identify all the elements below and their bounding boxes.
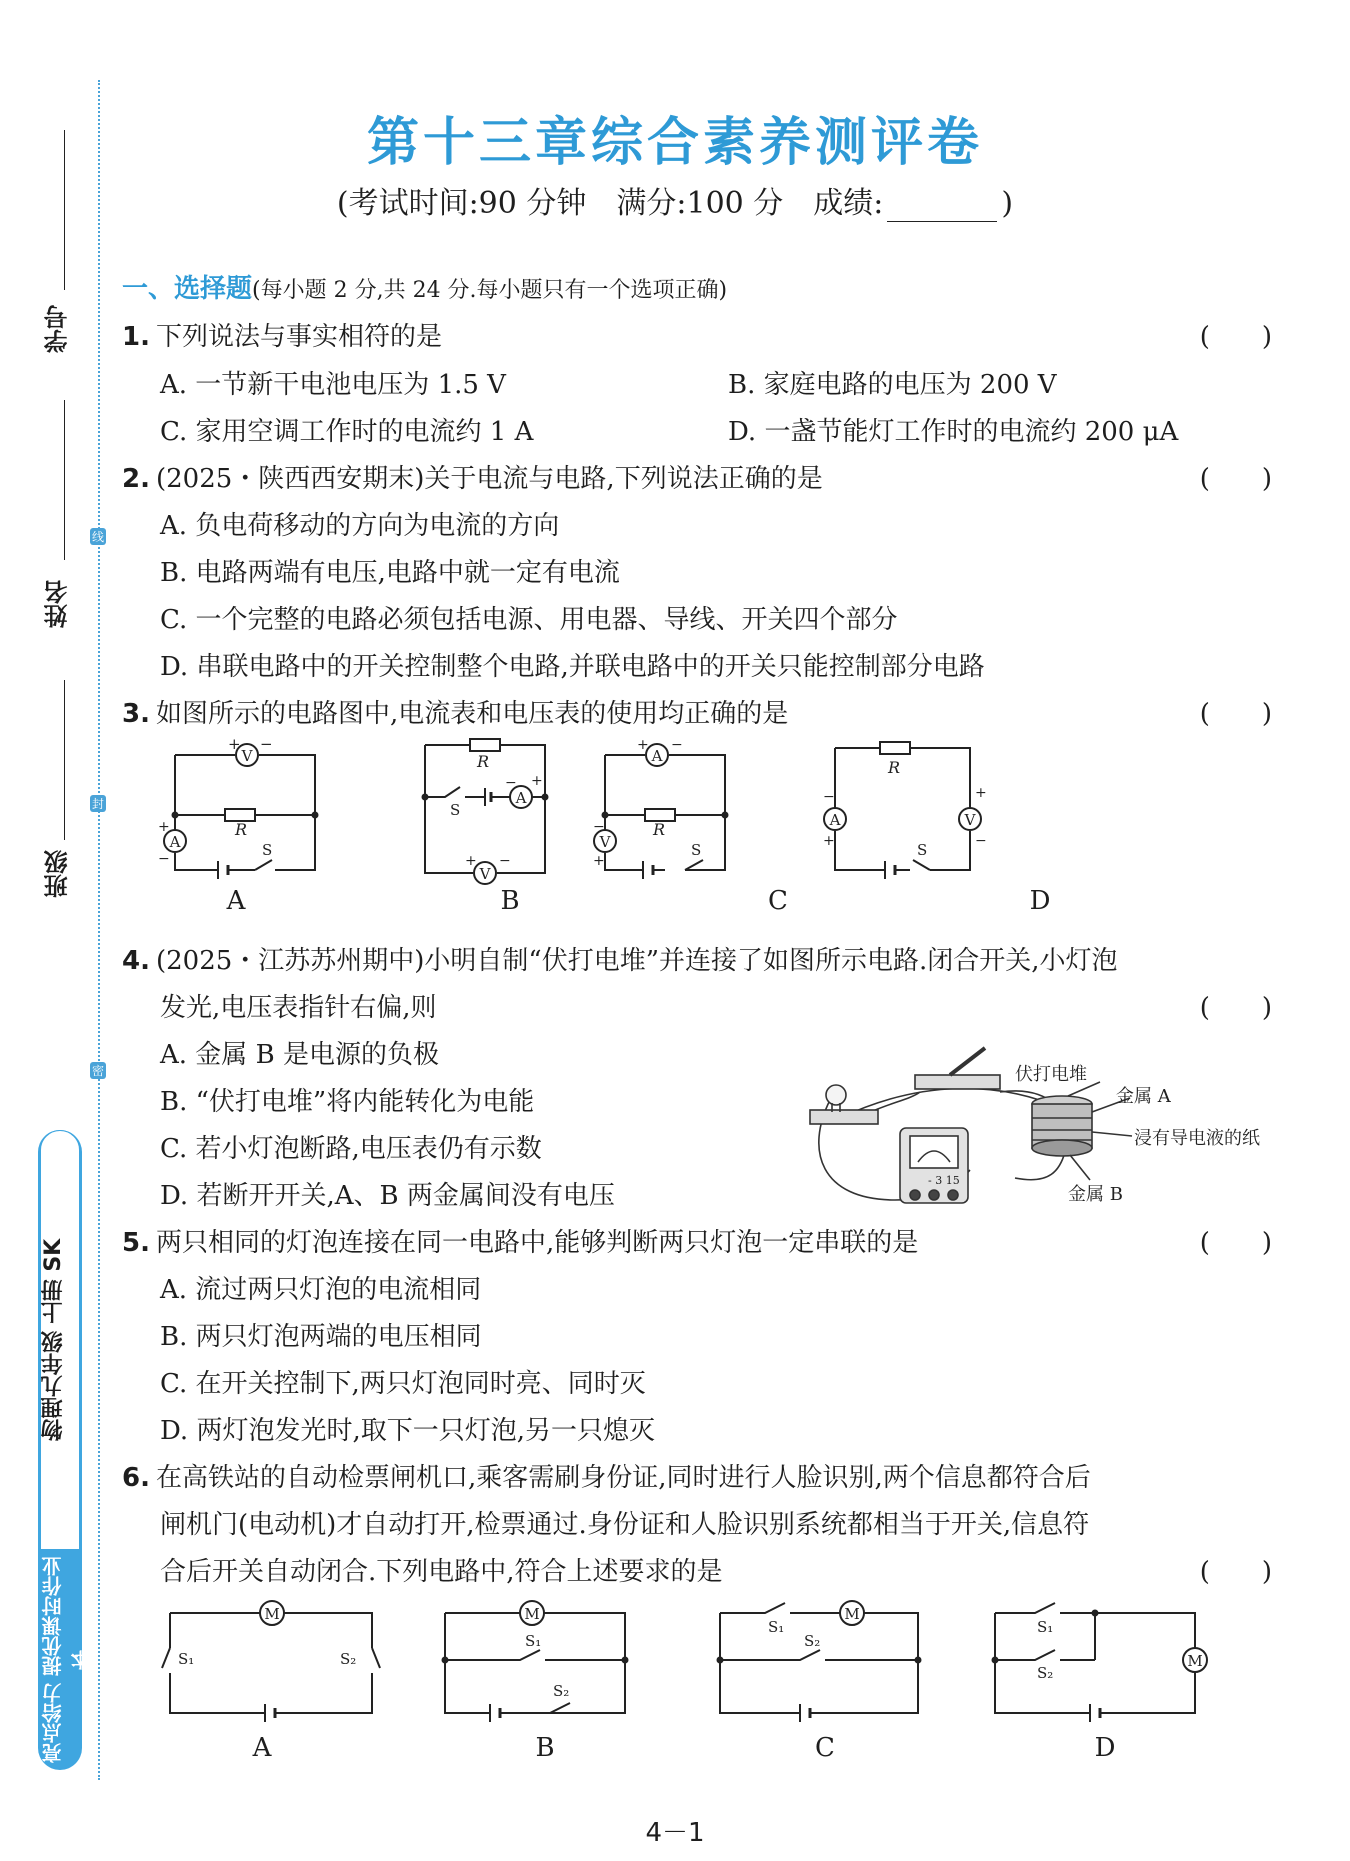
svg-text:M: M	[844, 1605, 860, 1623]
svg-text:−: −	[593, 819, 605, 835]
section-heading: 一、选择题(每小题 2 分,共 24 分.每小题只有一个选项正确)	[122, 274, 728, 304]
class-label: 班级	[44, 850, 72, 898]
q6-stem-line3: 合后开关自动闭合.下列电路中,符合上述要求的是	[160, 1557, 723, 1587]
q3-answer-paren[interactable]: ( )	[1199, 699, 1272, 729]
svg-text:−: −	[823, 789, 835, 805]
svg-text:+: +	[823, 833, 835, 849]
brand-label: 亮点给力 提优课时作业本	[41, 1556, 94, 1764]
svg-text:+: +	[158, 819, 170, 835]
svg-text:M: M	[524, 1605, 540, 1623]
svg-text:+: +	[228, 735, 241, 753]
q3-caption-d: D	[1029, 886, 1051, 916]
switch-s1	[162, 1648, 170, 1668]
q6-circuit-a	[162, 1601, 380, 1722]
q3-caption-b: B	[500, 886, 520, 916]
q4-stem-line2: 发光,电压表指针右偏,则	[160, 993, 437, 1023]
svg-text:R: R	[653, 820, 666, 839]
q6-stem-line2: 闸机门(电动机)才自动打开,检票通过.身份证和人脸识别系统都相当于开关,信息符	[160, 1510, 1090, 1540]
switch-symbol	[255, 860, 272, 870]
seal-tag-line: 线	[91, 530, 104, 544]
svg-text:S: S	[262, 841, 273, 859]
q4-answer-paren[interactable]: ( )	[1199, 993, 1272, 1023]
switch-base	[915, 1075, 1000, 1089]
q5-option-a: A. 流过两只灯泡的电流相同	[160, 1275, 482, 1305]
page-title: 第十三章综合素养测评卷	[366, 112, 983, 173]
exam-info: (考试时间:90 分钟 满分:100 分 成绩: )	[336, 186, 1014, 221]
svg-text:S₂: S₂	[804, 1632, 821, 1650]
svg-text:A: A	[515, 789, 527, 807]
q3-circuit-c	[593, 737, 728, 879]
svg-text:−: −	[158, 851, 170, 867]
q1-option-a: A. 一节新干电池电压为 1.5 V	[160, 370, 506, 400]
q1-answer-paren[interactable]: ( )	[1199, 322, 1272, 352]
page-number: 4－1	[645, 1818, 705, 1848]
q5-option-d: D. 两灯泡发光时,取下一只灯泡,另一只熄灭	[160, 1416, 655, 1446]
q1-stem: 1. 下列说法与事实相符的是	[122, 322, 442, 352]
switch-s2	[372, 1648, 380, 1668]
svg-text:A: A	[169, 833, 181, 851]
svg-text:S: S	[691, 841, 702, 859]
svg-text:R: R	[477, 752, 490, 771]
student-no-label: 学号	[44, 305, 72, 353]
svg-text:V: V	[479, 865, 491, 883]
seal-tag-secret: 密	[91, 1064, 104, 1078]
svg-text:金属 B: 金属 B	[1068, 1184, 1123, 1205]
score-blank[interactable]	[887, 195, 997, 222]
svg-text:浸有导电液的纸: 浸有导电液的纸	[1134, 1128, 1260, 1149]
resistor-symbol	[470, 739, 500, 751]
svg-text:−: −	[505, 775, 517, 791]
seal-tag-seal: 封	[91, 797, 104, 811]
svg-text:A: A	[651, 747, 663, 765]
svg-text:+: +	[637, 737, 649, 753]
svg-text:+: +	[593, 853, 605, 869]
q2-stem: 2. (2025・陕西西安期末)关于电流与电路,下列说法正确的是	[122, 464, 823, 494]
svg-text:- 3 15: - 3 15	[928, 1174, 960, 1187]
svg-text:S₂: S₂	[1037, 1664, 1054, 1682]
q6-caption-a: A	[252, 1733, 272, 1763]
q5-answer-paren[interactable]: ( )	[1199, 1228, 1272, 1258]
q6-circuit-d	[993, 1603, 1208, 1722]
svg-text:S: S	[917, 841, 928, 859]
q4-option-d: D. 若断开开关,A、B 两金属间没有电压	[160, 1181, 615, 1211]
q4-stem-line1: 4. (2025・江苏苏州期中)小明自制“伏打电堆”并连接了如图所示电路.闭合开关,小灯泡	[122, 946, 1118, 976]
svg-text:S₁: S₁	[768, 1618, 785, 1636]
book-label: 物理九年级 上册 SK	[41, 1238, 66, 1442]
svg-text:S₁: S₁	[178, 1650, 195, 1668]
svg-text:S₁: S₁	[525, 1632, 542, 1650]
class-line	[64, 680, 65, 840]
q2-option-b: B. 电路两端有电压,电路中就一定有电流	[160, 558, 620, 588]
svg-text:伏打电堆: 伏打电堆	[1015, 1064, 1087, 1085]
q6-circuit-figures	[160, 1598, 1220, 1758]
name-line	[64, 400, 65, 560]
svg-text:R: R	[235, 820, 248, 839]
q6-answer-paren[interactable]: ( )	[1199, 1557, 1272, 1587]
bulb-icon	[826, 1085, 846, 1105]
svg-text:−: −	[499, 853, 511, 869]
svg-text:+: +	[465, 853, 477, 869]
resistor-symbol	[880, 742, 910, 754]
q3-caption-c: C	[768, 886, 788, 916]
q4-option-c: C. 若小灯泡断路,电压表仍有示数	[160, 1134, 542, 1164]
q5-option-c: C. 在开关控制下,两只灯泡同时亮、同时灭	[160, 1369, 646, 1399]
q6-caption-c: C	[815, 1733, 835, 1763]
q5-stem: 5. 两只相同的灯泡连接在同一电路中,能够判断两只灯泡一定串联的是	[122, 1228, 919, 1258]
svg-text:A: A	[829, 811, 841, 829]
q2-answer-paren[interactable]: ( )	[1199, 464, 1272, 494]
svg-text:−: −	[671, 737, 683, 753]
q3-circuit-b	[423, 739, 548, 884]
svg-text:S₂: S₂	[340, 1650, 357, 1668]
svg-text:R: R	[888, 758, 901, 777]
q6-circuit-b	[443, 1601, 628, 1722]
q2-option-a: A. 负电荷移动的方向为电流的方向	[160, 511, 560, 541]
q4-option-a: A. 金属 B 是电源的负极	[160, 1040, 439, 1070]
q1-option-d: D. 一盏节能灯工作时的电流约 200 μA	[728, 417, 1179, 447]
q4-option-b: B. “伏打电堆”将内能转化为电能	[160, 1087, 535, 1117]
svg-text:M: M	[1187, 1652, 1203, 1670]
q3-caption-a: A	[226, 886, 246, 916]
name-label: 姓名	[44, 580, 72, 628]
q6-caption-b: B	[535, 1733, 555, 1763]
q3-circuit-d	[823, 742, 987, 879]
q2-option-c: C. 一个完整的电路必须包括电源、用电器、导线、开关四个部分	[160, 605, 898, 635]
svg-text:V: V	[241, 747, 253, 765]
q6-stem-line1: 6. 在高铁站的自动检票闸机口,乘客需刷身份证,同时进行人脸识别,两个信息都符合后	[122, 1463, 1091, 1493]
svg-text:−: −	[260, 735, 273, 753]
lamp-base	[810, 1110, 878, 1124]
q6-circuit-c	[718, 1601, 921, 1722]
svg-text:S₂: S₂	[553, 1682, 570, 1700]
q3-stem: 3. 如图所示的电路图中,电流表和电压表的使用均正确的是	[122, 699, 789, 729]
svg-text:−: −	[975, 833, 987, 849]
q5-option-b: B. 两只灯泡两端的电压相同	[160, 1322, 482, 1352]
q3-circuit-a	[158, 735, 318, 879]
svg-text:S₁: S₁	[1037, 1618, 1054, 1636]
svg-text:金属 A: 金属 A	[1116, 1086, 1171, 1107]
svg-text:+: +	[975, 785, 987, 801]
q2-option-d: D. 串联电路中的开关控制整个电路,并联电路中的开关只能控制部分电路	[160, 652, 985, 682]
q4-voltaic-pile-figure	[800, 1040, 1290, 1210]
svg-text:S: S	[450, 801, 461, 819]
switch-lever	[950, 1048, 985, 1075]
svg-text:+: +	[531, 773, 543, 789]
q1-option-b: B. 家庭电路的电压为 200 V	[728, 370, 1057, 400]
q1-option-c: C. 家用空调工作时的电流约 1 A	[160, 417, 534, 447]
svg-text:V: V	[599, 833, 611, 851]
svg-text:V: V	[964, 811, 976, 829]
q6-caption-d: D	[1094, 1733, 1116, 1763]
binding-dotted-line	[98, 80, 100, 1780]
svg-text:M: M	[264, 1605, 280, 1623]
